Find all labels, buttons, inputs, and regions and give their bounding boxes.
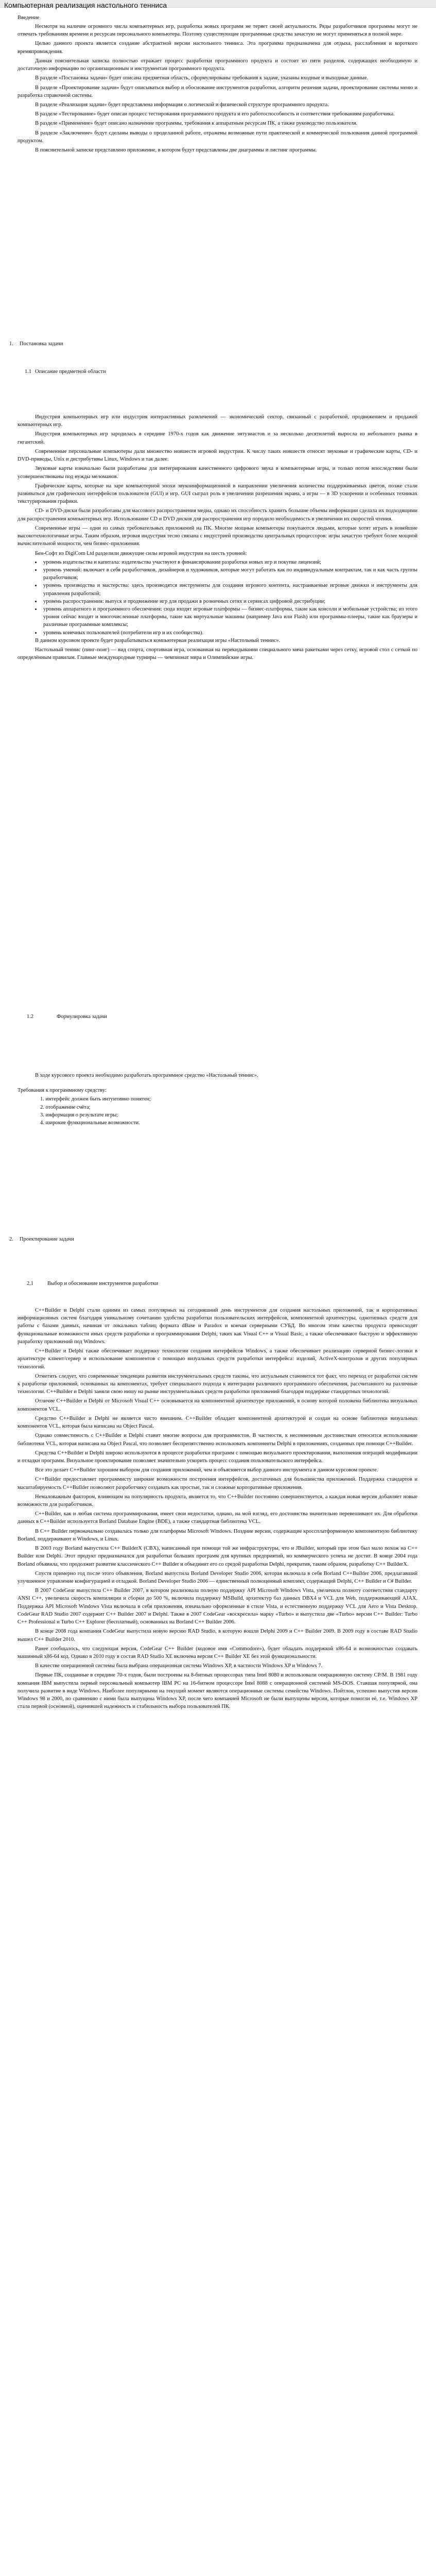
section-heading [9,340,63,348]
intro-paragraph: В разделе «Применение» будет описано назначение программы, требования к аппаратным ресурсам ПК, а также руководство пользователя. [35,121,358,127]
body-paragraph: C++Builder предоставляет программисту широкие возможности построения интерфейсов, достаточных для большинства приложений. Поддержка стандартов и масштабируемость C++Builder позволяют разработчику создавать как простые, так и сложные корпоративные приложения. [18,1477,417,1490]
body-paragraph: Спустя примерно год после этого объявления, Borland выпустила Borland Developer Studio 2006, которая включала в себя Borland C++Builder 2006, предлагавший улучшенное управление конфигурацией и отладкой. Borland Developer Studio 2006 — единственный полноценный комплект, содержащий Delphi, C++ Builder и C# Builder. [18,1570,417,1584]
task-section [18,1072,417,1127]
intro-paragraph: В разделе «Проектирование задачи» будут описываться выбор и обоснование инструментов разработки, алгоритм решения задачи, проектирование системы меню и разработка справочной системы. [18,84,417,98]
body-paragraph: В качестве операционной системы была выбрана операционная система Windows XP, в частности Windows XP и Windows 7. [35,1663,323,1669]
subsection-title: Описание предметной области [35,369,106,375]
body-paragraph: Немаловажным фактором, влияющим на популярность продукта, является то, что C++Builder постоянно совершенствуется, а каждая новая версия добавляет новые возможности для разработчиков. [18,1494,417,1508]
body-paragraph: Отметить следует, что современные тенденции развития инструментальных средств таковы, что актуальным становится тот факт, что переход от разработки систем к разработке приложений, основанных на компонентах, требует специального подхода к интеграции различного программного обеспечения, рассчитанного на различные технологии. C++Builder и Delphi заняли свою нишу на рынке инструментальных средств разработки приложений благодаря поддержке стандартных технологий. [18,1373,417,1395]
list-item: 1. интерфейс должен быть интуитивно понятен; [40,1096,151,1103]
intro-paragraph: В разделе «Заключение» будут сделаны выводы о проделанной работе, отражены возможные пути практической и коммерческой пользования данной программой продуктом. [18,130,417,144]
body-paragraph: Бен-Софт из DigiCom Ltd разделили движущие силы игровой индустрии на шесть уровней: [35,550,247,556]
body-paragraph: C++Builder и Delphi также обеспечивает поддержку технологии создания интерфейсов Windows, а также обеспечивает реализацию серверной бизнес-логики в архитектуре клиент/сервер и использование компонентов с помощью визуальных средств разработки интерфейса: изделий, ActiveX-контролов и других популярных технологий. [18,1348,417,1370]
body-paragraph: Все это делает C++Builder хорошим выбором для создания приложений, чем и объясняется выбор данного инструмента в данном курсовом проекте. [35,1467,378,1473]
body-paragraph: Звуковые карты изначально были разработаны для интегрирования качественного цифрового звука в компьютерные игры, и только потом впоследствии были усовершенствованы под нужды меломанов. [18,466,417,480]
body-paragraph: Отличие C++Builder и Delphi от Microsoft Visual C++ основывается на компонентной архитектуре приложений, в основу которой положена библиотека визуальных компонентов VCL. [18,1398,417,1412]
body-paragraph: Настольный теннис (пинг-понг) — вид спорта, спортивная игра, основанная на перекидывании специального мяча ракетками через сетку, игровой стол с сеткой по определённым правилам. Главные международные турниры — чемпионат мира и Олимпийские игры. [18,647,417,661]
body-paragraph: Первые ПК, созданные в середине 70-х годов, были построены на 8-битных процессорах типа Intel 8080 и использовали операционную систему CP/M. В 1981 году компания IBM выпустила первый персональный компьютер IBM PC на 16-битном процессоре Intel 8088 с операционной системой MS-DOS. Ставшая популярной, она получила развитие в виде Windows. Наиболее популярными на текущий момент являются операционные системы семейства Windows. Пойтлон, успешно выпустив версии Windows 98 и 2000, по сравнению с ними была выпущена Windows XP, после чего компанией Microsoft не были выпущены версии, которые помогли её, т.е. Windows XP стала первой (основной), оценившей надежность и стабильность выбора пользователей ПК. [18,1672,417,1710]
list-item: • уровень конечных пользователей (потребители игр и их сообщества). [41,629,417,637]
body-paragraph: В 2007 CodeGear выпустила C++ Builder 2007, в котором реализовала полную поддержку API Microsoft Windows Vista, увеличила полноту соответствия стандарту ANSI C++, увеличила скорость компиляции и сборки до 500 %, включила поддержку MSBuild, архитектур баз данных DBX4 и VCL для Web, поддерживающий AJAX. Поддержка API Microsoft Windows Vista включала в себя приложения, изначально оформленные в стиле Vista, и естественную поддержку VCL для Aero и Vista Desktop. CodeGear RAD Studio 2007 содержит C++ Builder 2007 и Delphi. Также в 2007 CodeGear «воскресила» марку «Turbo» и выпустила две «Turbo» версии C++ Builder: Turbo C++ Professional и Turbo C++ Explorer (бесплатный), основанных на Borland C++ Builder 2006. [18,1588,417,1625]
body-paragraph: Ранее сообщалось, что следующая версия, CodeGear C++ Builder (кодовое имя «Commodore»), будет обладать поддержкой x86-64 и возможностью создавать машинный x86-64 код. Однако в 2010 году в состав RAD Studio XE включена версия C++ Builder XE без этой функциональности. [18,1646,417,1659]
intro-paragraph: В пояснительной записке представлено приложение, в котором будут представлены две диаграммы и листинг программы. [35,147,317,154]
list-item: • уровень производства и мастерства: здесь производятся инструменты для создания игрового контента, настраиваемые игровые движки и инструменты для управления разработкой; [41,582,417,597]
subject-area-section [18,413,417,662]
subsection-title: Выбор и обоснование инструментов разработки [47,1281,159,1286]
subsection-heading [27,1013,107,1021]
subsection-heading [25,368,106,376]
body-paragraph: Средства C++Builder и Delphi широко используются в процессе разработки программ с помощью визуального проектирования, выполнения операций модификации и отладки программ. Визуальное проектирование позволяет значительно ускорить процесс создания пользовательского интерфейса. [18,1450,417,1464]
subsection-number: 1.2 [27,1014,34,1020]
levels-list [18,558,417,637]
intro-paragraph: Данная пояснительная записка полностью отражает процесс разработки программного продукта и состоит из пяти разделов, содержащих необходимую и достаточную информацию по организационным и инструментам программного продукта. [18,58,417,72]
section-heading [9,1235,74,1243]
body-paragraph: В C++ Builder первоначально создавалась только для платформы Microsoft Windows. Поздние версии, содержащие кроссплатформенную компонентную библиотеку Borland, поддерживают и Windows, и Linux. [18,1528,417,1542]
subsection-heading [27,1280,158,1287]
body-paragraph: Индустрия компьютерных игр или индустрия интерактивных развлечений — экономический сектор, связанный с разработкой, продвижением и продажей компьютерных игр. [18,414,417,428]
body-paragraph: Современные персональные компьютеры дали множество новшеств игровой индустрии. К числу таких новшеств относят звуковые и графические карты, CD- и DVD-приводы, Unix и дистрибутивы Linux, Windows и так далее. [18,448,417,463]
section-number: 2. [9,1236,13,1242]
list-item: 4. широкие функциональные возможности. [40,1120,140,1126]
body-paragraph: В 2003 году Borland выпустила C++ BuilderX (CBX), написанный при помощи той же инфраструктуры, что и JBuilder, который при этом был мало похож на C++ Builder или Delphi. Этот продукт предназначался для разработки больших программ для крупных предприятий, но коммерческого успеха не достиг. В конце 2004 года Borland объявила, что продолжит развитие классического C++ Builder и объединит его со средой разработки Delphi, прекратив, таким образом, разработку C++ BuilderX. [18,1546,417,1567]
body-paragraph: Современные игры — одни из самых требовательных приложений на ПК. Многие мощные компьютеры покупаются людьми, которые хотят играть в новейшие высокотехнологичные игры. Таким образом, игровая индустрия тесно связана с индустрией производства центральных процессоров: игры зачастую требуют более мощной вычислительной мощности, чем бизнес-приложения. [18,525,417,547]
body-paragraph: Однако совместимость с C++Builder и Delphi ставит многие вопросы для программистов. В частности, к несомненным достоинствам относится использование библиотеки VCL, которая написана на Object Pascal, что позволяет беспрепятственно использовать компоненты Delphi в приложениях, созданных при помощи C++Builder. [18,1433,417,1447]
body-paragraph: CD- и DVD-диски были разработаны для массового распространения медиа, однако их способность хранить большие объемы информации сделала их подходящими для распространения компьютерных игр. Использование CD и DVD дисков для распространения игр породило необходимость в увеличении их скоростей чтения. [18,508,417,522]
requirements-heading: Требования к программному средству: [18,1088,107,1094]
subsection-title: Формулировка задачи [57,1014,107,1020]
page-title: Компьютерная реализация настольного тенниса [4,1,167,9]
section-title: Проектирование задачи [20,1236,74,1242]
body-paragraph: Графические карты, которые на заре компьютерной эпохи звукоинформационной в направлении увеличения количества поддерживаемых цветов, позже стали развиваться для графических интерфейсов пользователя (GUI) и игр. GUI сыграл роль в увеличении разрешения экрана, а игры — в 3D ускорении и особенных техниках текстурирования графики. [18,483,417,505]
body-paragraph: В конце 2008 года компания CodeGear выпустила новую версию RAD Studio, в которую вошли Delphi 2009 и C++ Builder 2009. В 2009 году в составе RAD Studio вышел C++ Builder 2010. [18,1629,417,1642]
body-paragraph: В данном курсовом проекте будет разрабатываться компьютерная реализация игры «Настольный теннис». [35,637,281,643]
intro-heading: Введение [18,15,40,21]
list-item: • уровень издательства и капитала: издательства участвуют в финансировании разработки новых игр и покупке лицензий; [41,558,417,566]
intro-paragraph: В разделе «Постановка задачи» будет описана предметная область, сформулированы требования к задаче, указаны входные и выходные данные. [35,75,369,81]
list-item: 3. информация о результате игры; [40,1112,118,1118]
section-title: Постановка задачи [20,341,63,347]
intro-paragraph: Несмотря на наличие огромного числа компьютерных игр, разработка новых программ не теряет своей актуальности. Ряды разработчиков программы могут не отвечать требованиям времени и ресурсам персонального компьютера. Поэтому существующие программные средства зачастую не могут применяться в полной мере. [18,24,417,38]
body-paragraph: C++Builder, как и любая система программирования, имеет свои недостатки, однако, на мой взгляд, его достоинства значительно перевешивают их. Для обработки данных в C++Builder используется Borland Database Engine (BDE), а также стандартная библиотека VCL. [18,1511,417,1525]
requirements-list [18,1095,417,1127]
list-item: • уровень распространения: выпуск и продвижение игр для продажи в розничных сетях и сервисах цифровой дистрибуции; [41,598,417,605]
list-item: 2. отображение счёта; [40,1104,91,1110]
subsection-number: 2.1 [27,1281,34,1286]
intro-section [18,23,417,154]
subsection-number: 1.1 [25,369,32,375]
body-paragraph: В ходе курсового проекта необходимо разработать программное средство «Настольный теннис». [35,1073,258,1078]
section-number: 1. [9,341,13,347]
body-paragraph: Индустрия компьютерных игр зародилась в середине 1970-х годов как движение энтузиастов и за несколько десятилетий выросла из небольшого рынка в гигантский. [18,431,417,445]
body-paragraph: Средство C++Builder и Delphi не является чисто внешним. C++Builder обладает компонентной архитектурой и создан на основе библиотеки визуальных компонентов VCL, которая была написана на Object Pascal. [18,1415,417,1430]
list-item: • уровень аппаратного и программного обеспечения: сюда входят игровые платформы — бизнес-платформы, такие как консоли и мобильные устройства; из этого уровня сейчас входят и многочисленные платформы, такие как виртуальные машины (например Java или Flash) или программы-плееры, такие как браузеры и различные программные комплексы; [41,605,417,629]
body-paragraph: C++Builder и Delphi стали одними из самых популярных на сегодняшний день инструментов для создания настольных приложений, так и корпоративных информационных систем благодаря уникальному сочетанию удобства разработки пользовательских интерфейсов, компонентной архитектуры, однотипных средств для работы с базами данных, начиная от локальных таблиц формата dBase и Paradox и кончая серверными СУБД. Во многом этим качества продукта превосходят функциональные возможности иных средств разработки и программирования Delphi, таких как Visual C++ и Visual Basic, а также обеспечивают быструю и эффективную разработку приложений под Windows. [18,1308,417,1345]
list-item: • уровень умений: включает в себя разработчиков, дизайнеров и художников, которые могут работать как по индивидуальным контрактам, так и как часть группы разработчиков; [41,566,417,582]
intro-paragraph: В разделе «Реализация задачи» будет представлена информация о логической и физической структуре программного продукта. [35,101,329,108]
tools-section [18,1307,417,1711]
intro-paragraph: Целью данного проекта является создание абстрактной версии настольного тенниса. Эта программа предназначена для отдыха, расслабления и короткого времяпровождения. [18,41,417,55]
intro-paragraph: В разделе «Тестирование» будет описан процесс тестирования программного продукта и его работоспособность и соответствия требованиям разработчика. [35,111,395,117]
